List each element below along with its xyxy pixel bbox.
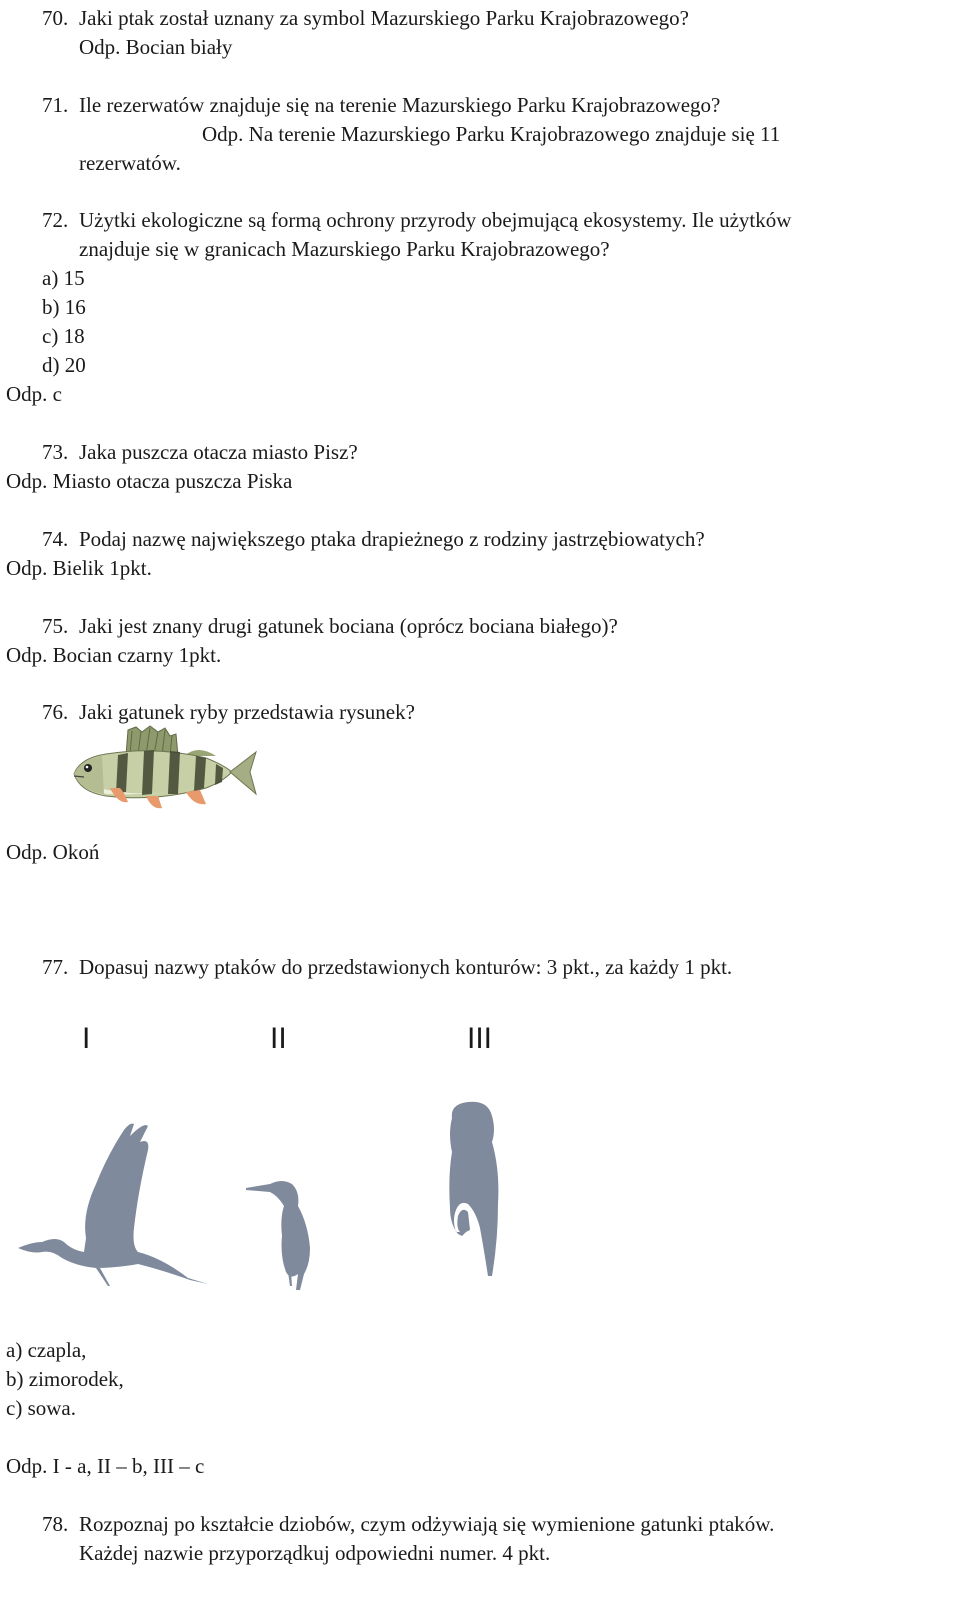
- q75-question: Jaki jest znany drugi gatunek bociana (oprócz bociana białego)?: [79, 614, 618, 638]
- q77-answer: Odp. I - a, II – b, III – c: [6, 1454, 205, 1478]
- q77-number: 77.: [42, 955, 69, 979]
- q73-answer: Odp. Miasto otacza puszcza Piska: [6, 469, 293, 493]
- q72-option-b: b) 16: [42, 295, 86, 319]
- q72-answer: Odp. c: [6, 382, 62, 406]
- q73-number: 73.: [42, 440, 69, 464]
- perch-fish-illustration: [66, 722, 260, 814]
- q71-question: Ile rezerwatów znajduje się na terenie Mazurskiego Parku Krajobrazowego?: [79, 93, 721, 117]
- q78-question-line2: Każdej nazwie przyporządkuj odpowiedni numer. 4 pkt.: [79, 1541, 551, 1565]
- q74-answer: Odp. Bielik 1pkt.: [6, 556, 152, 580]
- q73-question: Jaka puszcza otacza miasto Pisz?: [79, 440, 358, 464]
- q72-question-line1: Użytki ekologiczne są formą ochrony przyrody obejmującą ekosystemy. Ile użytków: [79, 208, 792, 232]
- q70-answer: Odp. Bocian biały: [79, 35, 233, 59]
- q72-option-a: a) 15: [42, 266, 85, 290]
- q72-question-line2: znajduje się w granicach Mazurskiego Parku Krajobrazowego?: [79, 237, 610, 261]
- q76-answer: Odp. Okoń: [6, 840, 100, 864]
- q70-question: Jaki ptak został uznany za symbol Mazurskiego Parku Krajobrazowego?: [79, 6, 689, 30]
- q72-option-d: d) 20: [42, 353, 86, 377]
- q75-number: 75.: [42, 614, 69, 638]
- label-roman-2: II: [270, 1022, 287, 1055]
- q76-question: Jaki gatunek ryby przedstawia rysunek?: [79, 700, 415, 724]
- q76-number: 76.: [42, 700, 69, 724]
- q74-number: 74.: [42, 527, 69, 551]
- heron-silhouette-icon: [12, 1118, 212, 1288]
- q71-answer-line1: Odp. Na terenie Mazurskiego Parku Krajobrazowego znajduje się 11: [202, 122, 781, 146]
- q70-number: 70.: [42, 6, 69, 30]
- q74-question: Podaj nazwę największego ptaka drapieżnego z rodziny jastrzębiowatych?: [79, 527, 705, 551]
- q75-answer: Odp. Bocian czarny 1pkt.: [6, 643, 222, 667]
- q77-option-a: a) czapla,: [6, 1338, 87, 1362]
- q78-question-line1: Rozpoznaj po kształcie dziobów, czym odżywiają się wymienione gatunki ptaków.: [79, 1512, 775, 1536]
- q77-option-c: c) sowa.: [6, 1396, 76, 1420]
- label-roman-1: I: [82, 1022, 91, 1055]
- owl-silhouette-icon: [440, 1100, 504, 1280]
- q71-number: 71.: [42, 93, 69, 117]
- q77-option-b: b) zimorodek,: [6, 1367, 124, 1391]
- kingfisher-silhouette-icon: [244, 1172, 324, 1292]
- q78-number: 78.: [42, 1512, 69, 1536]
- q72-option-c: c) 18: [42, 324, 85, 348]
- label-roman-3: III: [467, 1022, 493, 1055]
- q71-answer-line2: rezerwatów.: [79, 151, 181, 175]
- q77-question: Dopasuj nazwy ptaków do przedstawionych konturów: 3 pkt., za każdy 1 pkt.: [79, 955, 733, 979]
- q72-number: 72.: [42, 208, 69, 232]
